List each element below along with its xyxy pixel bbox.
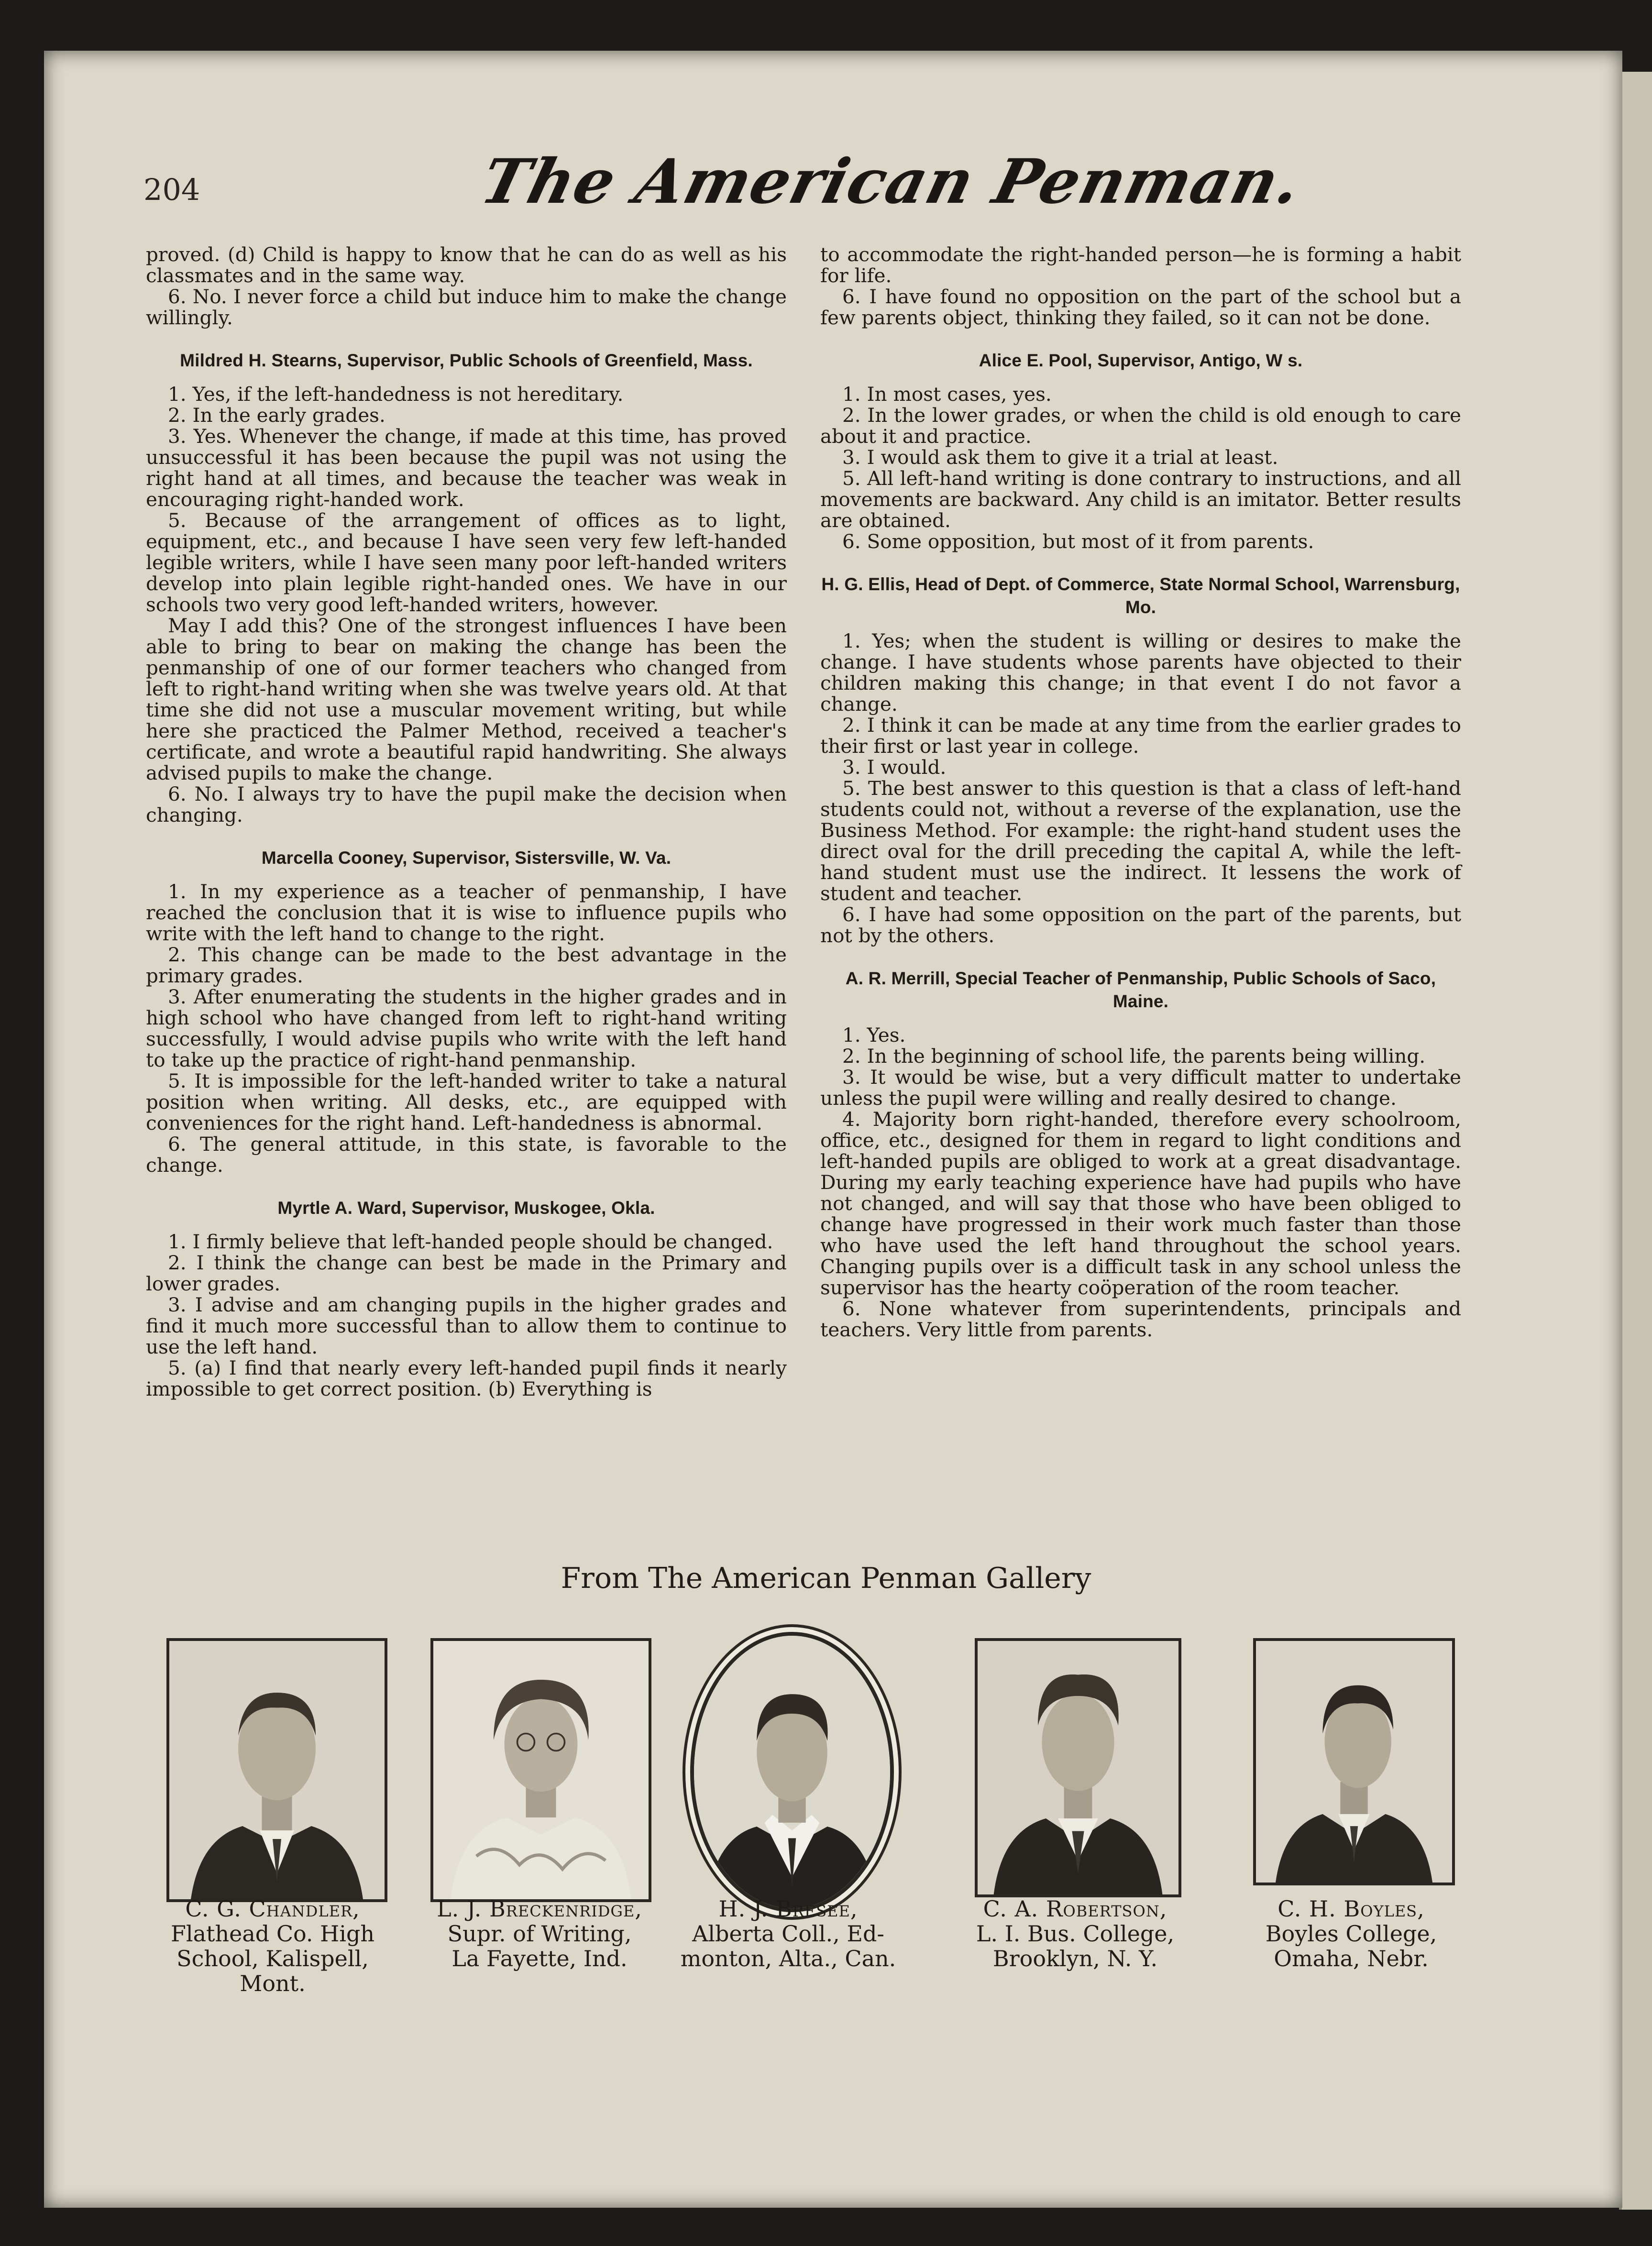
respondent-heading: Marcella Cooney, Supervisor, Sistersville, W. Va. (261, 848, 672, 868)
answer-paragraph: 2. In the beginning of school life, the parents being willing. (842, 1045, 1426, 1068)
portrait-robertson (975, 1638, 1181, 1897)
respondent-heading: Myrtle A. Ward, Supervisor, Muskogee, Okla. (277, 1198, 655, 1218)
answer-paragraph: 5. It is impossible for the left-handed writer to take a natural position when writing. All desks, etc., are equipped with conveniences for the right hand. Left-handedness is abnormal. (146, 1069, 787, 1134)
respondent-heading: Mildred H. Stearns, Supervisor, Public Schools of Greenfield, Mass. (180, 351, 753, 370)
answer-paragraph: 5. (a) I find that nearly every left-handed pupil finds it nearly impossible to get correct position. (b) Everything is (146, 1356, 787, 1400)
page-header (143, 139, 1483, 234)
caption-bresee: H. J. Bresee, Alberta Coll., Ed- monton, Alta., Can. (680, 1896, 896, 1971)
answer-paragraph: 2. I think the change can best be made in the Primary and lower grades. (146, 1251, 787, 1295)
answer-paragraph: 6. I have had some opposition on the part of the parents, but not by the others. (820, 903, 1461, 947)
caption-robertson: C. A. Robertson, L. I. Bus. College, Brooklyn, N. Y. (976, 1896, 1175, 1971)
answer-paragraph: 1. Yes; when the student is willing or desires to make the change. I have students whose parents have objected to their children making this change; in that event I do not favor a change. (820, 629, 1461, 716)
caption-boyles: C. H. Boyles, Boyles College, Omaha, Nebr. (1265, 1896, 1437, 1971)
answer-paragraph: 6. None whatever from superintendents, principals and teachers. Very little from parents. (820, 1297, 1461, 1341)
portrait-bresee (690, 1632, 894, 1912)
answer-paragraph: 1. Yes, if the left-handedness is not hereditary. (168, 383, 624, 406)
answer-paragraph: 1. In my experience as a teacher of penmanship, I have reached the conclusion that it is wise to influence pupils who write with the left hand to change to the right. (146, 880, 787, 945)
caption-breckenridge: L. J. Breckenridge, Supr. of Writing, La Fayette, Ind. (437, 1896, 642, 1971)
answer-paragraph: 3. After enumerating the students in the higher grades and in high school who have changed from left to right-hand writing successfully, I would advise pupils who write with the left hand to take up the practice of right-hand penmanship. (146, 985, 787, 1071)
answer-paragraph: 5. All left-hand writing is done contrary to instructions, and all movements are backward. Any child is an imitator. Better results are obtained. (820, 467, 1461, 532)
answer-paragraph: 3. It would be wise, but a very difficult matter to undertake unless the pupil were willing and really desired to change. (820, 1066, 1461, 1110)
adjacent-page-edge (1619, 72, 1652, 2210)
right-column (820, 244, 1461, 1340)
answer-paragraph: 6. No. I never force a child but induce him to make the change willingly. (146, 285, 787, 329)
answer-paragraph: 3. I would. (842, 756, 947, 779)
respondent-heading: Alice E. Pool, Supervisor, Antigo, W s. (979, 351, 1303, 370)
answer-paragraph: 3. I advise and am changing pupils in the higher grades and find it much more successful than to allow them to continue to use the left hand. (146, 1293, 787, 1358)
respondent-heading: H. G. Ellis, Head of Dept. of Commerce, State Normal School, Warrensburg, Mo. (821, 574, 1460, 617)
left-column (146, 244, 787, 1399)
answer-paragraph: 3. Yes. Whenever the change, if made at this time, has proved unsuccessful it has been because the pupil was not using the right hand at all times, and because the teacher was weak in encouraging right-handed work. (146, 425, 787, 511)
answer-paragraph: 6. I have found no opposition on the part of the school but a few parents object, thinking they failed, so it can not be done. (820, 285, 1461, 329)
answer-paragraph: 6. No. I always try to have the pupil make the decision when changing. (146, 782, 787, 826)
portrait-chandler (166, 1638, 387, 1902)
answer-paragraph: 2. In the lower grades, or when the child is old enough to care about it and practice. (820, 404, 1461, 448)
answer-paragraph: 2. I think it can be made at any time from the earlier grades to their first or last year in college. (820, 714, 1461, 758)
answer-paragraph: 6. The general attitude, in this state, is favorable to the change. (146, 1133, 787, 1177)
respondent-heading: A. R. Merrill, Special Teacher of Penmanship, Public Schools of Saco, Maine. (845, 969, 1436, 1011)
answer-paragraph: 5. Because of the arrangement of offices as to light, equipment, etc., and because I have seen very few left-handed legible writers, while I have seen many poor left-handed writers develop into plain legible right-handed ones. We have in our schools two very good left-handed writers, however. (146, 509, 787, 616)
page-number: 204 (143, 172, 200, 207)
caption-chandler: C. G. Chandler, Flathead Co. High School, Kalispell, Mont. (170, 1896, 375, 1996)
answer-paragraph: 1. Yes. (842, 1024, 906, 1046)
masthead-title: The American Penman. (474, 146, 1310, 218)
answer-paragraph: 1. I firmly believe that left-handed people should be changed. (168, 1230, 773, 1253)
answer-paragraph: to accommodate the right-handed person—he is forming a habit for life. (820, 243, 1461, 287)
answer-paragraph: 2. This change can be made to the best advantage in the primary grades. (146, 943, 787, 987)
answer-paragraph: 6. Some opposition, but most of it from parents. (842, 530, 1314, 553)
gallery-title: From The American Penman Gallery (561, 1562, 1091, 1595)
answer-paragraph: 4. Majority born right-handed, therefore every schoolroom, office, etc., designed for them in regard to light conditions and left-handed pupils are obliged to work at a great disadvantage. During my early teaching experience have had pupils who have not changed, and will say that those who have been obliged to change have progressed in their work much faster than those who have used the left hand throughout the school years. Changing pupils over is a difficult task in any school unless the supervisor has the hearty coöperation of the room teacher. (820, 1108, 1461, 1299)
answer-paragraph: proved. (d) Child is happy to know that he can do as well as his classmates and in the same way. (146, 243, 787, 287)
answer-paragraph: May I add this? One of the strongest influences I have been able to bring to bear on making the change has been the penmanship of one of our former teachers who changed from left to right-hand writing when she was twelve years old. At that time she did not use a muscular movement writing, but while here she practiced the Palmer Method, received a teacher's certificate, and wrote a beautiful rapid handwriting. She always advised pupils to make the change. (146, 614, 787, 784)
answer-paragraph: 1. In most cases, yes. (842, 383, 1052, 406)
answer-paragraph: 3. I would ask them to give it a trial at least. (842, 446, 1278, 469)
answer-paragraph: 2. In the early grades. (168, 404, 385, 427)
answer-paragraph: 5. The best answer to this question is that a class of left-hand students could not, without a reverse of the explanation, use the Business Method. For example: the right-hand student uses the direct oval for the drill preceding the capital A, while the left-hand student must use the indirect. It lessens the work of student and teacher. (820, 777, 1461, 905)
portrait-boyles (1253, 1638, 1455, 1885)
portrait-breckenridge (430, 1638, 651, 1902)
